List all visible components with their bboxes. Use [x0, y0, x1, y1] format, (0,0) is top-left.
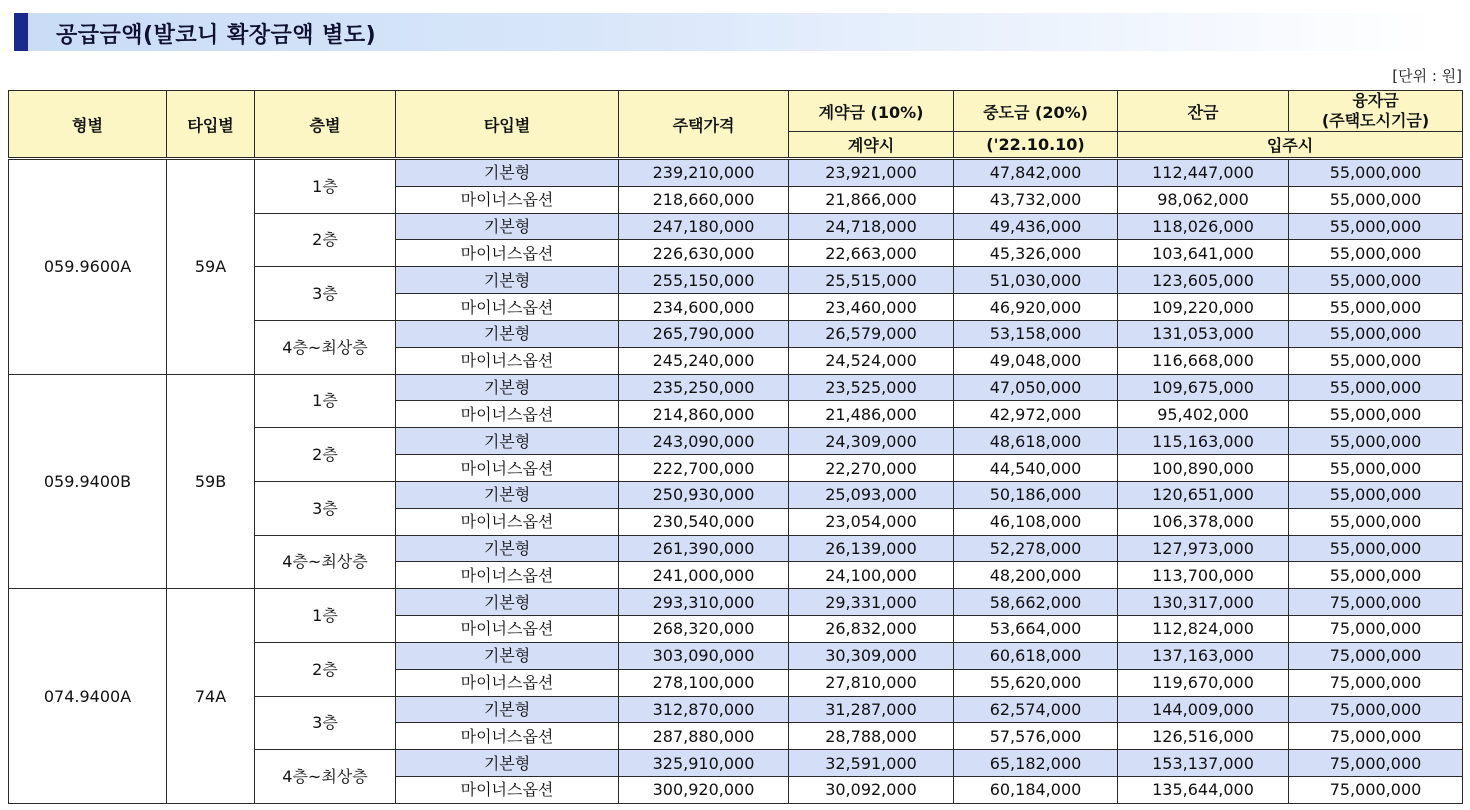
model-cell: 059.9400B [9, 374, 167, 589]
contract-cell: 23,460,000 [789, 294, 954, 321]
balance-cell: 135,644,000 [1118, 777, 1289, 804]
balance-cell: 119,670,000 [1118, 669, 1289, 696]
contract-cell: 26,139,000 [789, 535, 954, 562]
price-cell: 287,880,000 [619, 723, 789, 750]
price-cell: 303,090,000 [619, 642, 789, 669]
title-bar [14, 13, 1434, 51]
floor-cell: 1층 [255, 589, 396, 643]
loan-cell: 75,000,000 [1289, 777, 1463, 804]
loan-cell: 55,000,000 [1289, 428, 1463, 455]
contract-cell: 23,525,000 [789, 374, 954, 401]
middle-cell: 62,574,000 [954, 696, 1118, 723]
middle-cell: 45,326,000 [954, 240, 1118, 267]
contract-cell: 22,663,000 [789, 240, 954, 267]
middle-cell: 55,620,000 [954, 669, 1118, 696]
price-cell: 250,930,000 [619, 481, 789, 508]
price-cell: 300,920,000 [619, 777, 789, 804]
contract-cell: 30,092,000 [789, 777, 954, 804]
contract-cell: 24,718,000 [789, 213, 954, 240]
option-cell: 기본형 [396, 267, 619, 294]
middle-cell: 50,186,000 [954, 481, 1118, 508]
option-cell: 기본형 [396, 481, 619, 508]
contract-cell: 26,832,000 [789, 616, 954, 643]
floor-cell: 1층 [255, 159, 396, 214]
contract-cell: 27,810,000 [789, 669, 954, 696]
loan-cell: 55,000,000 [1289, 508, 1463, 535]
floor-cell: 2층 [255, 428, 396, 482]
balance-cell: 113,700,000 [1118, 562, 1289, 589]
middle-cell: 65,182,000 [954, 750, 1118, 777]
option-cell: 기본형 [396, 696, 619, 723]
middle-cell: 46,108,000 [954, 508, 1118, 535]
balance-cell: 112,824,000 [1118, 616, 1289, 643]
floor-cell: 3층 [255, 696, 396, 750]
option-cell: 기본형 [396, 535, 619, 562]
loan-cell: 55,000,000 [1289, 455, 1463, 482]
option-cell: 마이너스옵션 [396, 508, 619, 535]
floor-cell: 3층 [255, 267, 396, 321]
header-loan-label: 융자금 [1352, 91, 1399, 110]
balance-cell: 106,378,000 [1118, 508, 1289, 535]
contract-cell: 23,921,000 [789, 159, 954, 187]
header-option-type: 타입별 [396, 91, 619, 159]
price-cell: 293,310,000 [619, 589, 789, 616]
header-balance: 잔금 [1118, 91, 1289, 132]
option-cell: 기본형 [396, 428, 619, 455]
loan-cell: 55,000,000 [1289, 374, 1463, 401]
contract-cell: 28,788,000 [789, 723, 954, 750]
price-cell: 218,660,000 [619, 186, 789, 213]
middle-cell: 58,662,000 [954, 589, 1118, 616]
option-cell: 기본형 [396, 320, 619, 347]
floor-cell: 2층 [255, 642, 396, 696]
balance-cell: 137,163,000 [1118, 642, 1289, 669]
header-loan [1289, 91, 1463, 132]
middle-cell: 42,972,000 [954, 401, 1118, 428]
middle-cell: 48,618,000 [954, 428, 1118, 455]
balance-cell: 116,668,000 [1118, 347, 1289, 374]
table-header-row [9, 91, 1463, 132]
loan-cell: 55,000,000 [1289, 159, 1463, 187]
loan-cell: 75,000,000 [1289, 642, 1463, 669]
header-middle-sub: ('22.10.10) [954, 132, 1118, 159]
middle-cell: 48,200,000 [954, 562, 1118, 589]
balance-cell: 120,651,000 [1118, 481, 1289, 508]
header-move-in: 입주시 [1118, 132, 1463, 159]
type-cell: 59B [167, 374, 255, 589]
loan-cell: 55,000,000 [1289, 294, 1463, 321]
floor-cell: 2층 [255, 213, 396, 267]
balance-cell: 95,402,000 [1118, 401, 1289, 428]
option-cell: 마이너스옵션 [396, 723, 619, 750]
middle-cell: 49,436,000 [954, 213, 1118, 240]
price-cell: 230,540,000 [619, 508, 789, 535]
option-cell: 마이너스옵션 [396, 777, 619, 804]
balance-cell: 98,062,000 [1118, 186, 1289, 213]
loan-cell: 75,000,000 [1289, 669, 1463, 696]
price-cell: 239,210,000 [619, 159, 789, 187]
price-cell: 243,090,000 [619, 428, 789, 455]
model-cell: 059.9600A [9, 159, 167, 375]
loan-cell: 55,000,000 [1289, 240, 1463, 267]
middle-cell: 52,278,000 [954, 535, 1118, 562]
price-cell: 325,910,000 [619, 750, 789, 777]
middle-cell: 53,664,000 [954, 616, 1118, 643]
option-cell: 마이너스옵션 [396, 294, 619, 321]
loan-cell: 75,000,000 [1289, 750, 1463, 777]
balance-cell: 103,641,000 [1118, 240, 1289, 267]
price-cell: 247,180,000 [619, 213, 789, 240]
option-cell: 마이너스옵션 [396, 347, 619, 374]
option-cell: 마이너스옵션 [396, 455, 619, 482]
loan-cell: 75,000,000 [1289, 616, 1463, 643]
title-accent-bar [14, 13, 28, 51]
option-cell: 마이너스옵션 [396, 669, 619, 696]
balance-cell: 109,220,000 [1118, 294, 1289, 321]
header-model: 형별 [9, 91, 167, 159]
option-cell: 마이너스옵션 [396, 240, 619, 267]
middle-cell: 51,030,000 [954, 267, 1118, 294]
contract-cell: 26,579,000 [789, 320, 954, 347]
floor-cell: 4층~최상층 [255, 535, 396, 589]
page-title: 공급금액(발코니 확장금액 별도) [56, 23, 377, 48]
supply-price-table [8, 90, 1463, 804]
balance-cell: 144,009,000 [1118, 696, 1289, 723]
contract-cell: 24,309,000 [789, 428, 954, 455]
contract-cell: 29,331,000 [789, 589, 954, 616]
header-contract-sub: 계약시 [789, 132, 954, 159]
table-row [9, 159, 1463, 187]
middle-cell: 60,184,000 [954, 777, 1118, 804]
option-cell: 마이너스옵션 [396, 562, 619, 589]
middle-cell: 60,618,000 [954, 642, 1118, 669]
loan-cell: 75,000,000 [1289, 723, 1463, 750]
loan-cell: 55,000,000 [1289, 186, 1463, 213]
price-cell: 241,000,000 [619, 562, 789, 589]
price-cell: 214,860,000 [619, 401, 789, 428]
floor-cell: 4층~최상층 [255, 320, 396, 374]
balance-cell: 123,605,000 [1118, 267, 1289, 294]
loan-cell: 55,000,000 [1289, 481, 1463, 508]
unit-label: [단위 : 원] [1392, 67, 1462, 85]
table-row [9, 589, 1463, 616]
table-row [9, 374, 1463, 401]
loan-cell: 55,000,000 [1289, 320, 1463, 347]
price-cell: 312,870,000 [619, 696, 789, 723]
loan-cell: 55,000,000 [1289, 347, 1463, 374]
option-cell: 기본형 [396, 642, 619, 669]
option-cell: 기본형 [396, 374, 619, 401]
middle-cell: 43,732,000 [954, 186, 1118, 213]
loan-cell: 55,000,000 [1289, 535, 1463, 562]
option-cell: 기본형 [396, 589, 619, 616]
middle-cell: 53,158,000 [954, 320, 1118, 347]
balance-cell: 126,516,000 [1118, 723, 1289, 750]
contract-cell: 32,591,000 [789, 750, 954, 777]
middle-cell: 57,576,000 [954, 723, 1118, 750]
balance-cell: 131,053,000 [1118, 320, 1289, 347]
middle-cell: 49,048,000 [954, 347, 1118, 374]
price-cell: 265,790,000 [619, 320, 789, 347]
contract-cell: 21,866,000 [789, 186, 954, 213]
price-cell: 245,240,000 [619, 347, 789, 374]
header-floor: 층별 [255, 91, 396, 159]
option-cell: 마이너스옵션 [396, 186, 619, 213]
header-loan-sub: (주택도시기금) [1321, 111, 1430, 130]
middle-cell: 47,842,000 [954, 159, 1118, 187]
contract-cell: 22,270,000 [789, 455, 954, 482]
option-cell: 마이너스옵션 [396, 616, 619, 643]
option-cell: 기본형 [396, 213, 619, 240]
loan-cell: 55,000,000 [1289, 562, 1463, 589]
contract-cell: 25,515,000 [789, 267, 954, 294]
loan-cell: 55,000,000 [1289, 267, 1463, 294]
header-type: 타입별 [167, 91, 255, 159]
middle-cell: 47,050,000 [954, 374, 1118, 401]
loan-cell: 75,000,000 [1289, 589, 1463, 616]
price-cell: 222,700,000 [619, 455, 789, 482]
price-cell: 261,390,000 [619, 535, 789, 562]
contract-cell: 23,054,000 [789, 508, 954, 535]
balance-cell: 109,675,000 [1118, 374, 1289, 401]
price-cell: 278,100,000 [619, 669, 789, 696]
balance-cell: 115,163,000 [1118, 428, 1289, 455]
type-cell: 59A [167, 159, 255, 375]
price-cell: 235,250,000 [619, 374, 789, 401]
loan-cell: 75,000,000 [1289, 696, 1463, 723]
balance-cell: 112,447,000 [1118, 159, 1289, 187]
floor-cell: 4층~최상층 [255, 750, 396, 804]
contract-cell: 24,524,000 [789, 347, 954, 374]
price-cell: 234,600,000 [619, 294, 789, 321]
floor-cell: 1층 [255, 374, 396, 428]
loan-cell: 55,000,000 [1289, 213, 1463, 240]
price-cell: 226,630,000 [619, 240, 789, 267]
loan-cell: 55,000,000 [1289, 401, 1463, 428]
price-cell: 255,150,000 [619, 267, 789, 294]
option-cell: 기본형 [396, 159, 619, 187]
option-cell: 마이너스옵션 [396, 401, 619, 428]
balance-cell: 127,973,000 [1118, 535, 1289, 562]
middle-cell: 46,920,000 [954, 294, 1118, 321]
balance-cell: 130,317,000 [1118, 589, 1289, 616]
middle-cell: 44,540,000 [954, 455, 1118, 482]
header-contract: 계약금 (10%) [789, 91, 954, 132]
floor-cell: 3층 [255, 481, 396, 535]
contract-cell: 30,309,000 [789, 642, 954, 669]
header-price: 주택가격 [619, 91, 789, 159]
balance-cell: 100,890,000 [1118, 455, 1289, 482]
model-cell: 074.9400A [9, 589, 167, 804]
contract-cell: 21,486,000 [789, 401, 954, 428]
option-cell: 기본형 [396, 750, 619, 777]
contract-cell: 31,287,000 [789, 696, 954, 723]
contract-cell: 25,093,000 [789, 481, 954, 508]
header-middle: 중도금 (20%) [954, 91, 1118, 132]
price-cell: 268,320,000 [619, 616, 789, 643]
contract-cell: 24,100,000 [789, 562, 954, 589]
balance-cell: 118,026,000 [1118, 213, 1289, 240]
type-cell: 74A [167, 589, 255, 804]
balance-cell: 153,137,000 [1118, 750, 1289, 777]
